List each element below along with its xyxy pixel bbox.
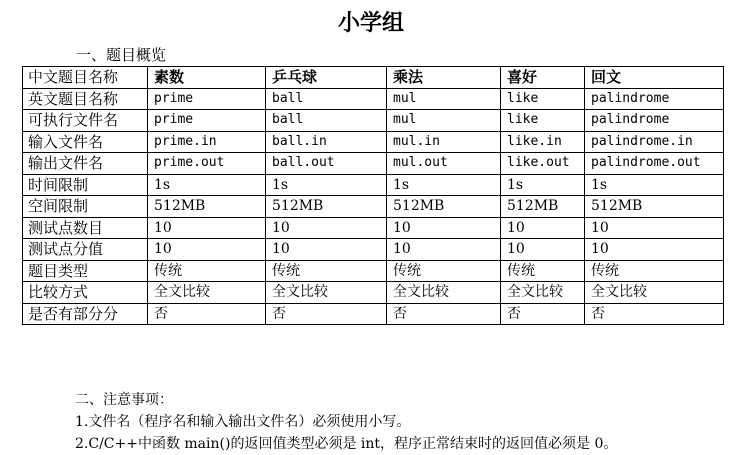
table-cell: 1s [387, 174, 501, 196]
table-cell: 否 [387, 303, 501, 325]
table-cell: 传统 [585, 260, 724, 282]
row-label: 中文题目名称 [23, 67, 148, 89]
row-label: 比较方式 [23, 282, 148, 304]
table-cell: 全文比较 [387, 282, 501, 304]
table-cell: prime.in [148, 131, 266, 153]
table-row [23, 174, 724, 196]
table-row [23, 260, 724, 282]
table-cell: 传统 [501, 260, 585, 282]
table-cell: 传统 [266, 260, 387, 282]
table-cell: prime [148, 110, 266, 132]
table-cell: 否 [501, 303, 585, 325]
table-cell: 传统 [387, 260, 501, 282]
problem-name-header: 素数 [148, 67, 266, 89]
table-cell: palindrome.in [585, 131, 724, 153]
notes-section [75, 389, 617, 455]
table-cell: 10 [387, 239, 501, 261]
row-label: 题目类型 [23, 260, 148, 282]
problem-name-header: 乒乓球 [266, 67, 387, 89]
table-cell: 512MB [585, 196, 724, 218]
table-cell: 全文比较 [266, 282, 387, 304]
table-cell: 1s [585, 174, 724, 196]
table-cell: ball [266, 110, 387, 132]
table-cell: 全文比较 [585, 282, 724, 304]
table-cell: 1s [148, 174, 266, 196]
table-cell: 512MB [148, 196, 266, 218]
table-cell: palindrome [585, 110, 724, 132]
table-cell: 全文比较 [148, 282, 266, 304]
row-label: 输入文件名 [23, 131, 148, 153]
notes-heading: 二、注意事项： [75, 392, 173, 408]
table-cell: prime [148, 88, 266, 110]
table-row [23, 88, 724, 110]
table-cell: 1s [266, 174, 387, 196]
table-row [23, 110, 724, 132]
table-cell: 1s [501, 174, 585, 196]
table-cell: 512MB [501, 196, 585, 218]
table-cell: like [501, 88, 585, 110]
table-cell: like.in [501, 131, 585, 153]
table-cell: like [501, 110, 585, 132]
table-row [23, 303, 724, 325]
row-label: 空间限制 [23, 196, 148, 218]
table-cell: like.out [501, 153, 585, 175]
table-cell: mul.out [387, 153, 501, 175]
table-cell: mul.in [387, 131, 501, 153]
table-cell: 512MB [387, 196, 501, 218]
table-row [23, 239, 724, 261]
page-title: 小学组 [337, 11, 404, 36]
table-row [23, 131, 724, 153]
note-item-1: 1.文件名（程序名和输入输出文件名）必须使用小写。 [75, 414, 411, 430]
table-cell: 否 [266, 303, 387, 325]
row-label: 测试点分值 [23, 239, 148, 261]
note-item-2: 2.C/C++中函数 main()的返回值类型必须是 int，程序正常结束时的返回值必须是 0。 [75, 436, 618, 452]
row-label: 可执行文件名 [23, 110, 148, 132]
table-cell: 10 [585, 217, 724, 239]
table-cell: 10 [148, 217, 266, 239]
section-heading-overview: 一、题目概览 [76, 46, 167, 64]
table-cell: 10 [501, 239, 585, 261]
table-cell: ball.in [266, 131, 387, 153]
table-cell: ball [266, 88, 387, 110]
table-cell: palindrome [585, 88, 724, 110]
table-cell: 10 [148, 239, 266, 261]
row-label: 英文题目名称 [23, 88, 148, 110]
table-cell: 否 [148, 303, 266, 325]
table-row [23, 196, 724, 218]
row-label: 是否有部分分 [23, 303, 148, 325]
table-cell: ball.out [266, 153, 387, 175]
problem-name-header: 乘法 [387, 67, 501, 89]
table-cell: 512MB [266, 196, 387, 218]
table-cell: prime.out [148, 153, 266, 175]
table-cell: 10 [501, 217, 585, 239]
table-cell: 传统 [148, 260, 266, 282]
table-cell: 10 [387, 217, 501, 239]
row-label: 输出文件名 [23, 153, 148, 175]
table-cell: palindrome.out [585, 153, 724, 175]
table-cell: 全文比较 [501, 282, 585, 304]
table-cell: 10 [266, 217, 387, 239]
table-cell: 10 [266, 239, 387, 261]
table-cell: mul [387, 88, 501, 110]
table-row [23, 153, 724, 175]
row-label: 时间限制 [23, 174, 148, 196]
table-header-row [23, 67, 724, 89]
table-cell: 10 [585, 239, 724, 261]
table-row [23, 282, 724, 304]
table-body [23, 67, 724, 325]
problem-name-header: 喜好 [501, 67, 585, 89]
table-row [23, 217, 724, 239]
row-label: 测试点数目 [23, 217, 148, 239]
table-cell: 否 [585, 303, 724, 325]
problem-overview-table [22, 66, 724, 325]
table-cell: mul [387, 110, 501, 132]
problem-name-header: 回文 [585, 67, 724, 89]
